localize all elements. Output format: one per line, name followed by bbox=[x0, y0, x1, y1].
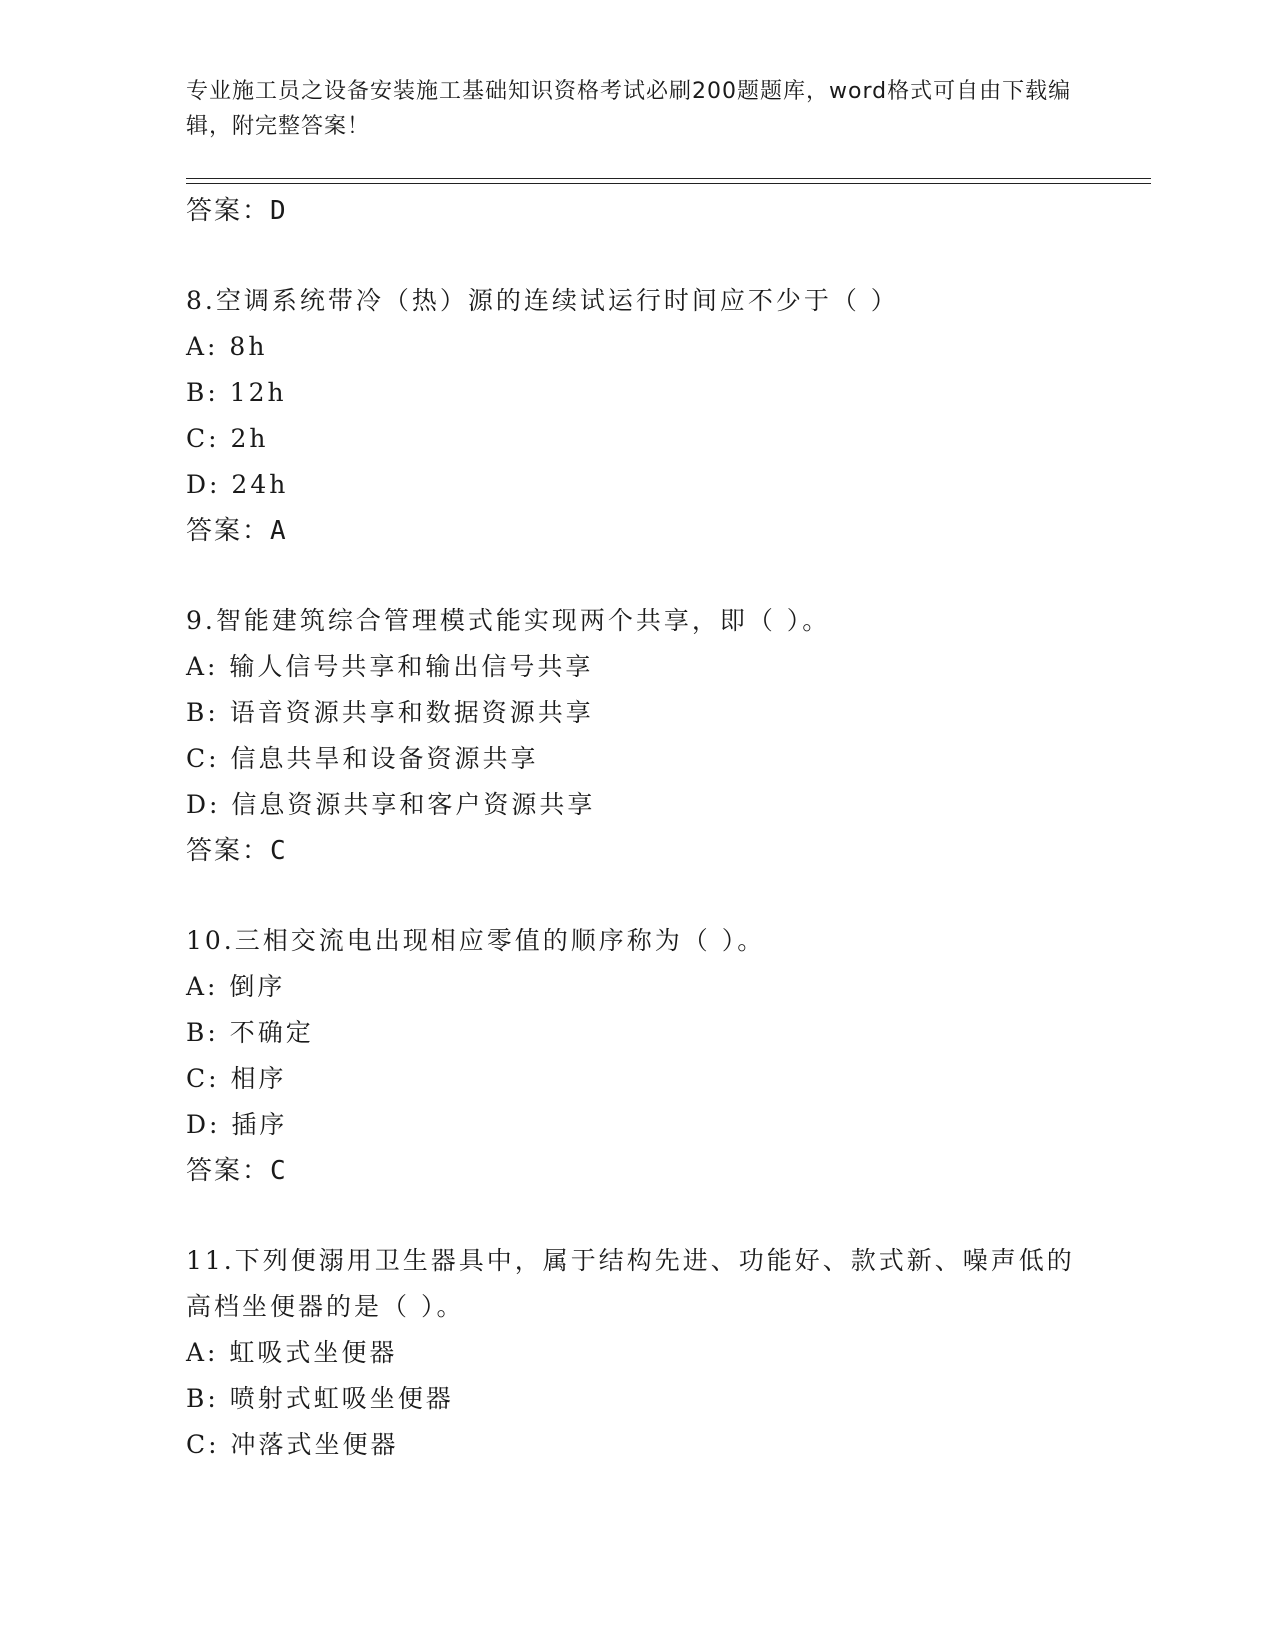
question-stem: 10.三相交流电出现相应零值的顺序称为（ ）。 bbox=[186, 926, 766, 955]
question-block bbox=[186, 598, 1086, 874]
option-b: B: 不确定 bbox=[186, 1018, 314, 1047]
header-divider-top bbox=[186, 178, 1151, 179]
answer-line bbox=[186, 508, 1086, 554]
option-c: C: 2h bbox=[186, 424, 269, 453]
answer-label: 答案： bbox=[186, 1156, 271, 1186]
spacer bbox=[186, 874, 1086, 918]
option-b: B: 喷射式虹吸坐便器 bbox=[186, 1384, 454, 1413]
option-b: B: 语音资源共享和数据资源共享 bbox=[186, 698, 594, 727]
question-stem: 9.智能建筑综合管理模式能实现两个共享，即（ ）。 bbox=[186, 606, 831, 635]
option-a: A: 虹吸式坐便器 bbox=[186, 1338, 398, 1367]
question-block bbox=[186, 918, 1086, 1194]
option-d: D: 插序 bbox=[186, 1110, 288, 1139]
answer-label: 答案： bbox=[186, 836, 271, 866]
document-header: 专业施工员之设备安装施工基础知识资格考试必刷200题题库，word格式可自由下载编辑，附完整答案！ bbox=[186, 79, 1072, 139]
option-d: D: 24h bbox=[186, 470, 289, 499]
option-a: A: 8h bbox=[186, 332, 268, 361]
option-c: C: 信息共旱和设备资源共享 bbox=[186, 744, 539, 773]
question-stem: 11.下列便溺用卫生器具中，属于结构先进、功能好、款式新、噪声低的高档坐便器的是（ ）。 bbox=[186, 1246, 1075, 1321]
answer-value: C bbox=[270, 836, 288, 866]
option-d: D: 信息资源共享和客户资源共享 bbox=[186, 790, 596, 819]
answer-value: D bbox=[270, 196, 288, 226]
question-stem: 8.空调系统带冷（热）源的连续试运行时间应不少于（ ） bbox=[186, 286, 899, 315]
answer-label: 答案： bbox=[186, 516, 271, 546]
option-b: B: 12h bbox=[186, 378, 287, 407]
question-block bbox=[186, 1238, 1086, 1468]
answer-value: C bbox=[270, 1156, 288, 1186]
answer-label: 答案： bbox=[186, 196, 271, 226]
option-a: A: 倒序 bbox=[186, 972, 286, 1001]
option-a: A: 输人信号共享和输出信号共享 bbox=[186, 652, 594, 681]
answer-value: A bbox=[270, 516, 288, 546]
answer-line bbox=[186, 188, 1086, 234]
option-c: C: 冲落式坐便器 bbox=[186, 1430, 399, 1459]
spacer bbox=[186, 554, 1086, 598]
option-c: C: 相序 bbox=[186, 1064, 287, 1093]
spacer bbox=[186, 1194, 1086, 1238]
answer-line bbox=[186, 828, 1086, 874]
document-content bbox=[186, 188, 1086, 1468]
question-block bbox=[186, 278, 1086, 554]
header-divider-bottom bbox=[186, 183, 1151, 184]
answer-line bbox=[186, 1148, 1086, 1194]
spacer bbox=[186, 234, 1086, 278]
